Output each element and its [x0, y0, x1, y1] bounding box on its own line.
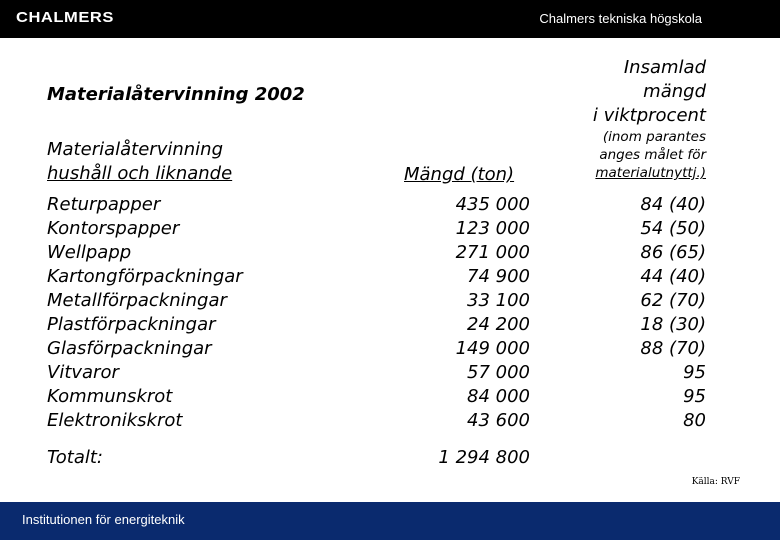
amount-column-header: Mängd (ton)	[404, 164, 515, 185]
percent-cell: 95	[683, 362, 706, 383]
material-cell: Returpapper	[47, 194, 161, 215]
total-label: Totalt:	[47, 447, 103, 468]
percent-cell: 44 (40)	[640, 266, 706, 287]
amount-cell: 33 100	[467, 290, 530, 311]
material-list	[47, 193, 243, 433]
material-cell: Glasförpackningar	[47, 338, 212, 359]
amount-cell: 271 000	[455, 242, 530, 263]
amount-cell: 43 600	[467, 410, 530, 431]
top-bar	[0, 0, 780, 38]
amount-cell: 24 200	[467, 314, 530, 335]
material-cell: Wellpapp	[47, 242, 132, 263]
material-cell: Elektronikskrot	[47, 410, 183, 431]
department-name: Institutionen för energiteknik	[22, 512, 185, 527]
percent-list	[640, 193, 706, 433]
percent-cell: 86 (65)	[640, 242, 706, 263]
percent-column-note: (inom parantes anges målet för materialutnyttj.)	[595, 129, 706, 181]
material-column-header: Materialåtervinning hushåll och liknande	[47, 139, 233, 184]
material-cell: Kontorspapper	[47, 218, 180, 239]
source-note: Källa: RVF	[691, 477, 740, 487]
amount-cell: 84 000	[467, 386, 530, 407]
percent-cell: 54 (50)	[640, 218, 706, 239]
material-cell: Vitvaror	[47, 362, 119, 383]
percent-cell: 84 (40)	[640, 194, 706, 215]
percent-cell: 62 (70)	[640, 290, 706, 311]
amount-cell: 149 000	[455, 338, 530, 359]
material-cell: Kartongförpackningar	[47, 266, 243, 287]
percent-column-header: Insamlad mängd i viktprocent	[592, 57, 706, 126]
school-name: Chalmers tekniska högskola	[539, 11, 702, 26]
amount-cell: 435 000	[455, 194, 530, 215]
amount-cell: 123 000	[455, 218, 530, 239]
percent-cell: 80	[683, 410, 706, 431]
material-cell: Kommunskrot	[47, 386, 173, 407]
chalmers-logo: CHALMERS	[16, 9, 114, 26]
material-cell: Metallförpackningar	[47, 290, 227, 311]
amount-cell: 74 900	[467, 266, 530, 287]
amount-list	[456, 193, 530, 433]
material-cell: Plastförpackningar	[47, 314, 216, 335]
bottom-bar	[0, 502, 780, 540]
total-value: 1 294 800	[438, 447, 530, 468]
page-title: Materialåtervinning 2002	[47, 84, 305, 105]
percent-cell: 88 (70)	[640, 338, 706, 359]
percent-cell: 95	[683, 386, 706, 407]
amount-cell: 57 000	[467, 362, 530, 383]
percent-cell: 18 (30)	[640, 314, 706, 335]
